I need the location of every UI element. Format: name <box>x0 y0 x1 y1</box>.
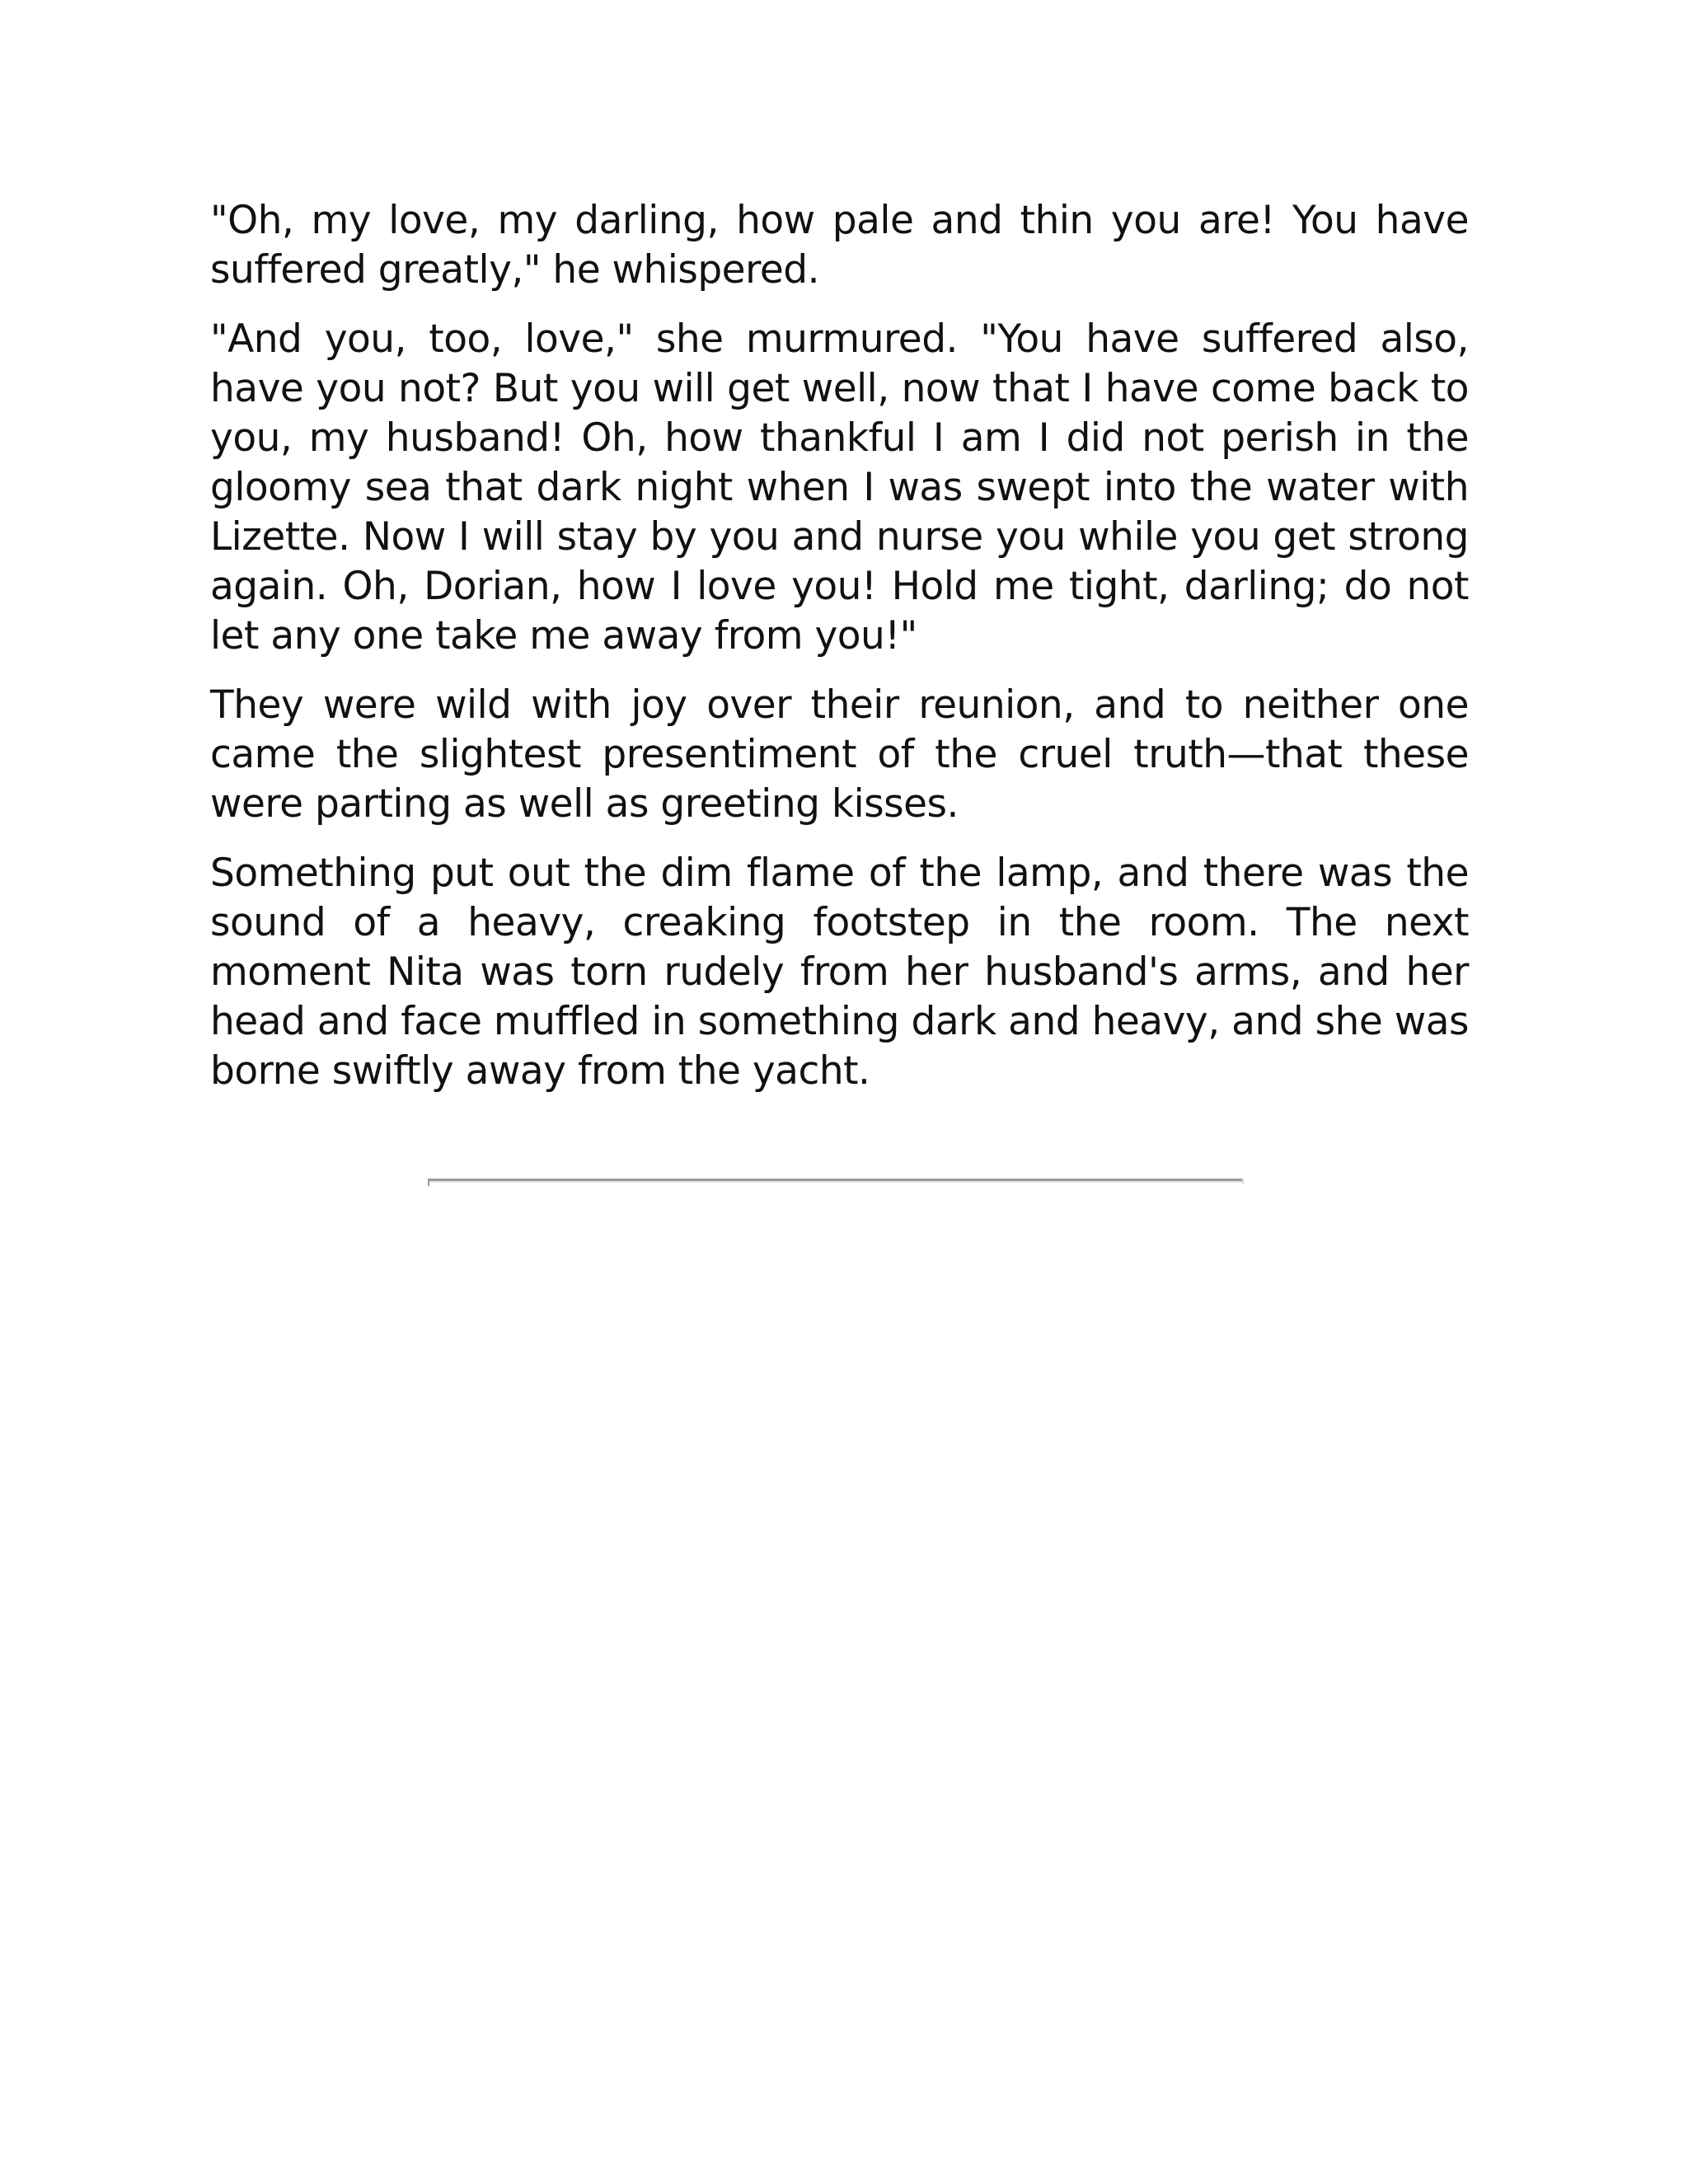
paragraph-3: They were wild with joy over their reunion, and to neither one came the slightest presentiment of the cruel truth—that these were parting as well as greeting kisses. <box>210 682 1469 827</box>
body-text <box>210 196 1469 1116</box>
paragraph-1: "Oh, my love, my darling, how pale and thin you are! You have suffered greatly," he whispered. <box>210 198 1469 293</box>
paragraph-4: Something put out the dim flame of the lamp, and there was the sound of a heavy, creaking footstep in the room. The next moment Nita was torn rudely from her husband's arms, and her head and face muffled in something dark and heavy, and she was borne swiftly away from the yacht. <box>210 851 1469 1094</box>
paragraph-2: "And you, too, love," she murmured. "You have suffered also, have you not? But you will get well, now that I have come back to you, my husband! Oh, how thankful I am I did not perish in the gloomy sea that dark night when I was swept into the water with Lizette. Now I will stay by you and nurse you while you get strong again. Oh, Dorian, how I love you! Hold me tight, darling; do not let any one take me away from you!" <box>210 316 1469 658</box>
horizontal-rule <box>428 1179 1244 1183</box>
